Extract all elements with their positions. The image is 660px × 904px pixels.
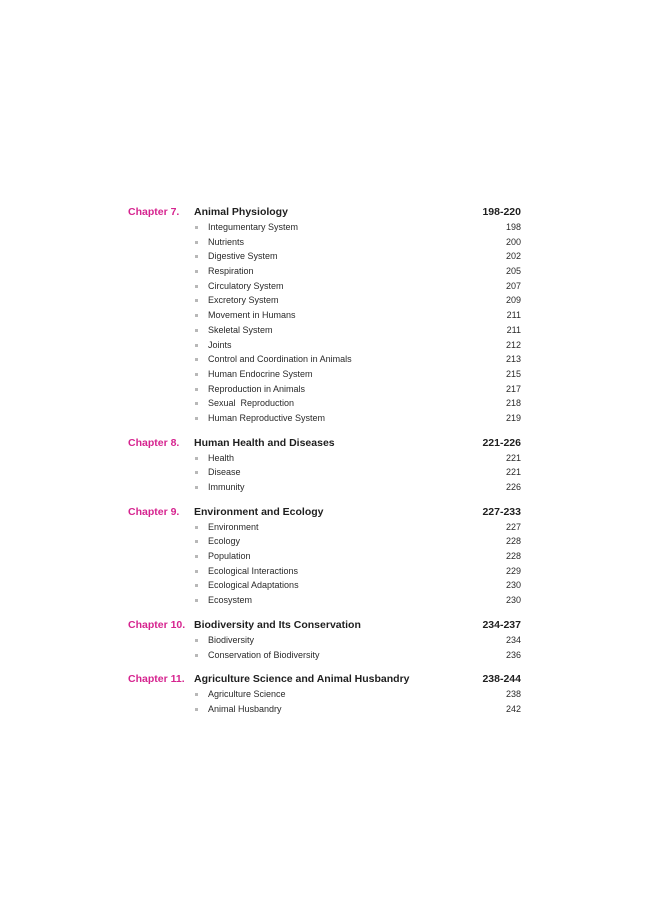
topic-row bbox=[0, 411, 660, 426]
topic-label: Human Endocrine System bbox=[208, 368, 313, 379]
topic-row bbox=[0, 249, 660, 264]
bullet-icon bbox=[195, 417, 198, 420]
bullet-icon bbox=[195, 358, 198, 361]
bullet-icon bbox=[195, 255, 198, 258]
topic-label: Integumentary System bbox=[208, 222, 299, 232]
topic-page-number: 236 bbox=[505, 649, 521, 660]
topic-label: Circulatory System bbox=[208, 280, 284, 291]
topic-page-number: 221 bbox=[505, 467, 521, 478]
chapter-heading bbox=[0, 435, 660, 451]
bullet-icon bbox=[195, 388, 198, 391]
topic-page-number: 218 bbox=[505, 398, 521, 409]
topic-label: Ecosystem bbox=[208, 595, 253, 606]
chapter-section bbox=[0, 617, 660, 662]
topic-label: Excretory System bbox=[208, 295, 279, 306]
bullet-icon bbox=[195, 241, 198, 244]
chapter-label: Chapter 8. bbox=[128, 436, 180, 449]
topic-label: Ecological Adaptations bbox=[208, 580, 299, 591]
chapter-section bbox=[0, 671, 660, 716]
chapter-label: Chapter 10. bbox=[128, 618, 186, 631]
topic-page-number: 230 bbox=[505, 595, 521, 606]
topic-label: Animal Husbandry bbox=[208, 703, 282, 714]
topic-page-number: 205 bbox=[505, 266, 521, 277]
bullet-icon bbox=[195, 555, 198, 558]
chapter-title: Human Health and Diseases bbox=[194, 436, 335, 449]
topic-page-number: 215 bbox=[505, 368, 521, 379]
topic-row bbox=[0, 338, 660, 353]
bullet-icon bbox=[195, 270, 198, 273]
bullet-icon bbox=[195, 654, 198, 657]
topic-row bbox=[0, 465, 660, 480]
topic-label: Respiration bbox=[208, 266, 254, 277]
bullet-icon bbox=[195, 693, 198, 696]
topic-label: Biodiversity bbox=[208, 634, 255, 645]
bullet-icon bbox=[195, 402, 198, 405]
chapter-title: Animal Physiology bbox=[194, 206, 288, 218]
chapter-page-range: 238-244 bbox=[482, 673, 521, 686]
topic-row bbox=[0, 382, 660, 397]
topic-row bbox=[0, 549, 660, 564]
topic-row bbox=[0, 451, 660, 466]
chapter-page-range: 227-233 bbox=[482, 505, 521, 518]
topic-row bbox=[0, 633, 660, 648]
topic-row bbox=[0, 520, 660, 535]
topic-page-number: 230 bbox=[505, 580, 521, 591]
topic-row bbox=[0, 648, 660, 663]
topic-page-number: 238 bbox=[505, 689, 521, 700]
topic-label: Conservation of Biodiversity bbox=[208, 649, 320, 660]
topic-page-number: 209 bbox=[505, 295, 521, 306]
topic-page-number: 202 bbox=[505, 251, 521, 262]
topic-page-number: 219 bbox=[505, 412, 521, 423]
topic-row bbox=[0, 687, 660, 702]
bullet-icon bbox=[195, 708, 198, 711]
topic-row bbox=[0, 367, 660, 382]
chapter-section bbox=[0, 435, 660, 495]
bullet-icon bbox=[195, 344, 198, 347]
topic-label: Digestive System bbox=[208, 251, 278, 262]
topic-row bbox=[0, 323, 660, 338]
chapter-heading bbox=[0, 671, 660, 687]
bullet-icon bbox=[195, 570, 198, 573]
chapter-section bbox=[0, 204, 660, 426]
topic-page-number: 228 bbox=[505, 536, 521, 547]
bullet-icon bbox=[195, 584, 198, 587]
topic-label: Health bbox=[208, 452, 235, 463]
bullet-icon bbox=[195, 329, 198, 332]
topic-row bbox=[0, 352, 660, 367]
bullet-icon bbox=[195, 486, 198, 489]
topic-label: Ecology bbox=[208, 536, 241, 547]
bullet-icon bbox=[195, 285, 198, 288]
chapter-title: Environment and Ecology bbox=[194, 505, 324, 518]
topic-label: Control and Coordination in Animals bbox=[208, 354, 352, 365]
topic-page-number: 198 bbox=[505, 222, 521, 232]
topic-page-number: 217 bbox=[505, 383, 521, 394]
topic-row bbox=[0, 235, 660, 250]
chapter-label: Chapter 11. bbox=[128, 673, 185, 686]
topic-page-number: 200 bbox=[505, 236, 521, 247]
topic-label: Sexual Reproduction bbox=[208, 398, 295, 409]
topic-label: Movement in Humans bbox=[208, 310, 296, 321]
topic-label: Human Reproductive System bbox=[208, 412, 326, 423]
topic-row bbox=[0, 293, 660, 308]
topic-label: Nutrients bbox=[208, 236, 245, 247]
bullet-icon bbox=[195, 526, 198, 529]
bullet-icon bbox=[195, 599, 198, 602]
topic-row bbox=[0, 534, 660, 549]
bullet-icon bbox=[195, 373, 198, 376]
topic-page-number: 221 bbox=[505, 452, 521, 463]
bullet-icon bbox=[195, 299, 198, 302]
topic-page-number: 207 bbox=[505, 280, 521, 291]
topic-label: Ecological Interactions bbox=[208, 565, 299, 576]
table-of-contents bbox=[0, 204, 660, 726]
bullet-icon bbox=[195, 540, 198, 543]
chapter-title: Biodiversity and Its Conservation bbox=[194, 618, 361, 631]
topic-row bbox=[0, 396, 660, 411]
topic-label: Population bbox=[208, 551, 251, 562]
topic-row bbox=[0, 308, 660, 323]
topic-page-number: 227 bbox=[505, 521, 521, 532]
chapter-heading bbox=[0, 617, 660, 633]
chapter-section bbox=[0, 504, 660, 608]
topic-label: Agriculture Science bbox=[208, 689, 286, 700]
topic-page-number: 242 bbox=[505, 703, 521, 714]
bullet-icon bbox=[195, 457, 198, 460]
chapter-heading bbox=[0, 204, 660, 220]
chapter-label: Chapter 7. bbox=[128, 206, 180, 218]
topic-row bbox=[0, 702, 660, 717]
topic-page-number: 213 bbox=[505, 354, 521, 365]
topic-row bbox=[0, 564, 660, 579]
bullet-icon bbox=[195, 226, 198, 229]
topic-row bbox=[0, 593, 660, 608]
topic-page-number: 229 bbox=[505, 565, 521, 576]
topic-row bbox=[0, 480, 660, 495]
topic-page-number: 226 bbox=[505, 482, 521, 492]
topic-label: Disease bbox=[208, 467, 241, 478]
topic-label: Reproduction in Animals bbox=[208, 383, 306, 394]
topic-row bbox=[0, 264, 660, 279]
topic-label: Immunity bbox=[208, 482, 245, 492]
topic-page-number: 234 bbox=[505, 634, 521, 645]
topic-row bbox=[0, 578, 660, 593]
bullet-icon bbox=[195, 471, 198, 474]
bullet-icon bbox=[195, 639, 198, 642]
bullet-icon bbox=[195, 314, 198, 317]
chapter-heading bbox=[0, 504, 660, 520]
chapter-page-range: 221-226 bbox=[482, 436, 521, 449]
topic-page-number: 211 bbox=[506, 324, 521, 335]
chapter-title: Agriculture Science and Animal Husbandry bbox=[194, 673, 410, 686]
topic-page-number: 228 bbox=[505, 551, 521, 562]
chapter-label: Chapter 9. bbox=[128, 505, 180, 518]
chapter-page-range: 234-237 bbox=[482, 618, 521, 631]
topic-label: Environment bbox=[208, 521, 259, 532]
chapter-page-range: 198-220 bbox=[482, 206, 521, 218]
topic-row bbox=[0, 220, 660, 235]
topic-page-number: 212 bbox=[505, 339, 521, 350]
topic-label: Joints bbox=[208, 339, 232, 350]
topic-page-number: 211 bbox=[506, 310, 521, 321]
topic-label: Skeletal System bbox=[208, 324, 273, 335]
topic-row bbox=[0, 279, 660, 294]
